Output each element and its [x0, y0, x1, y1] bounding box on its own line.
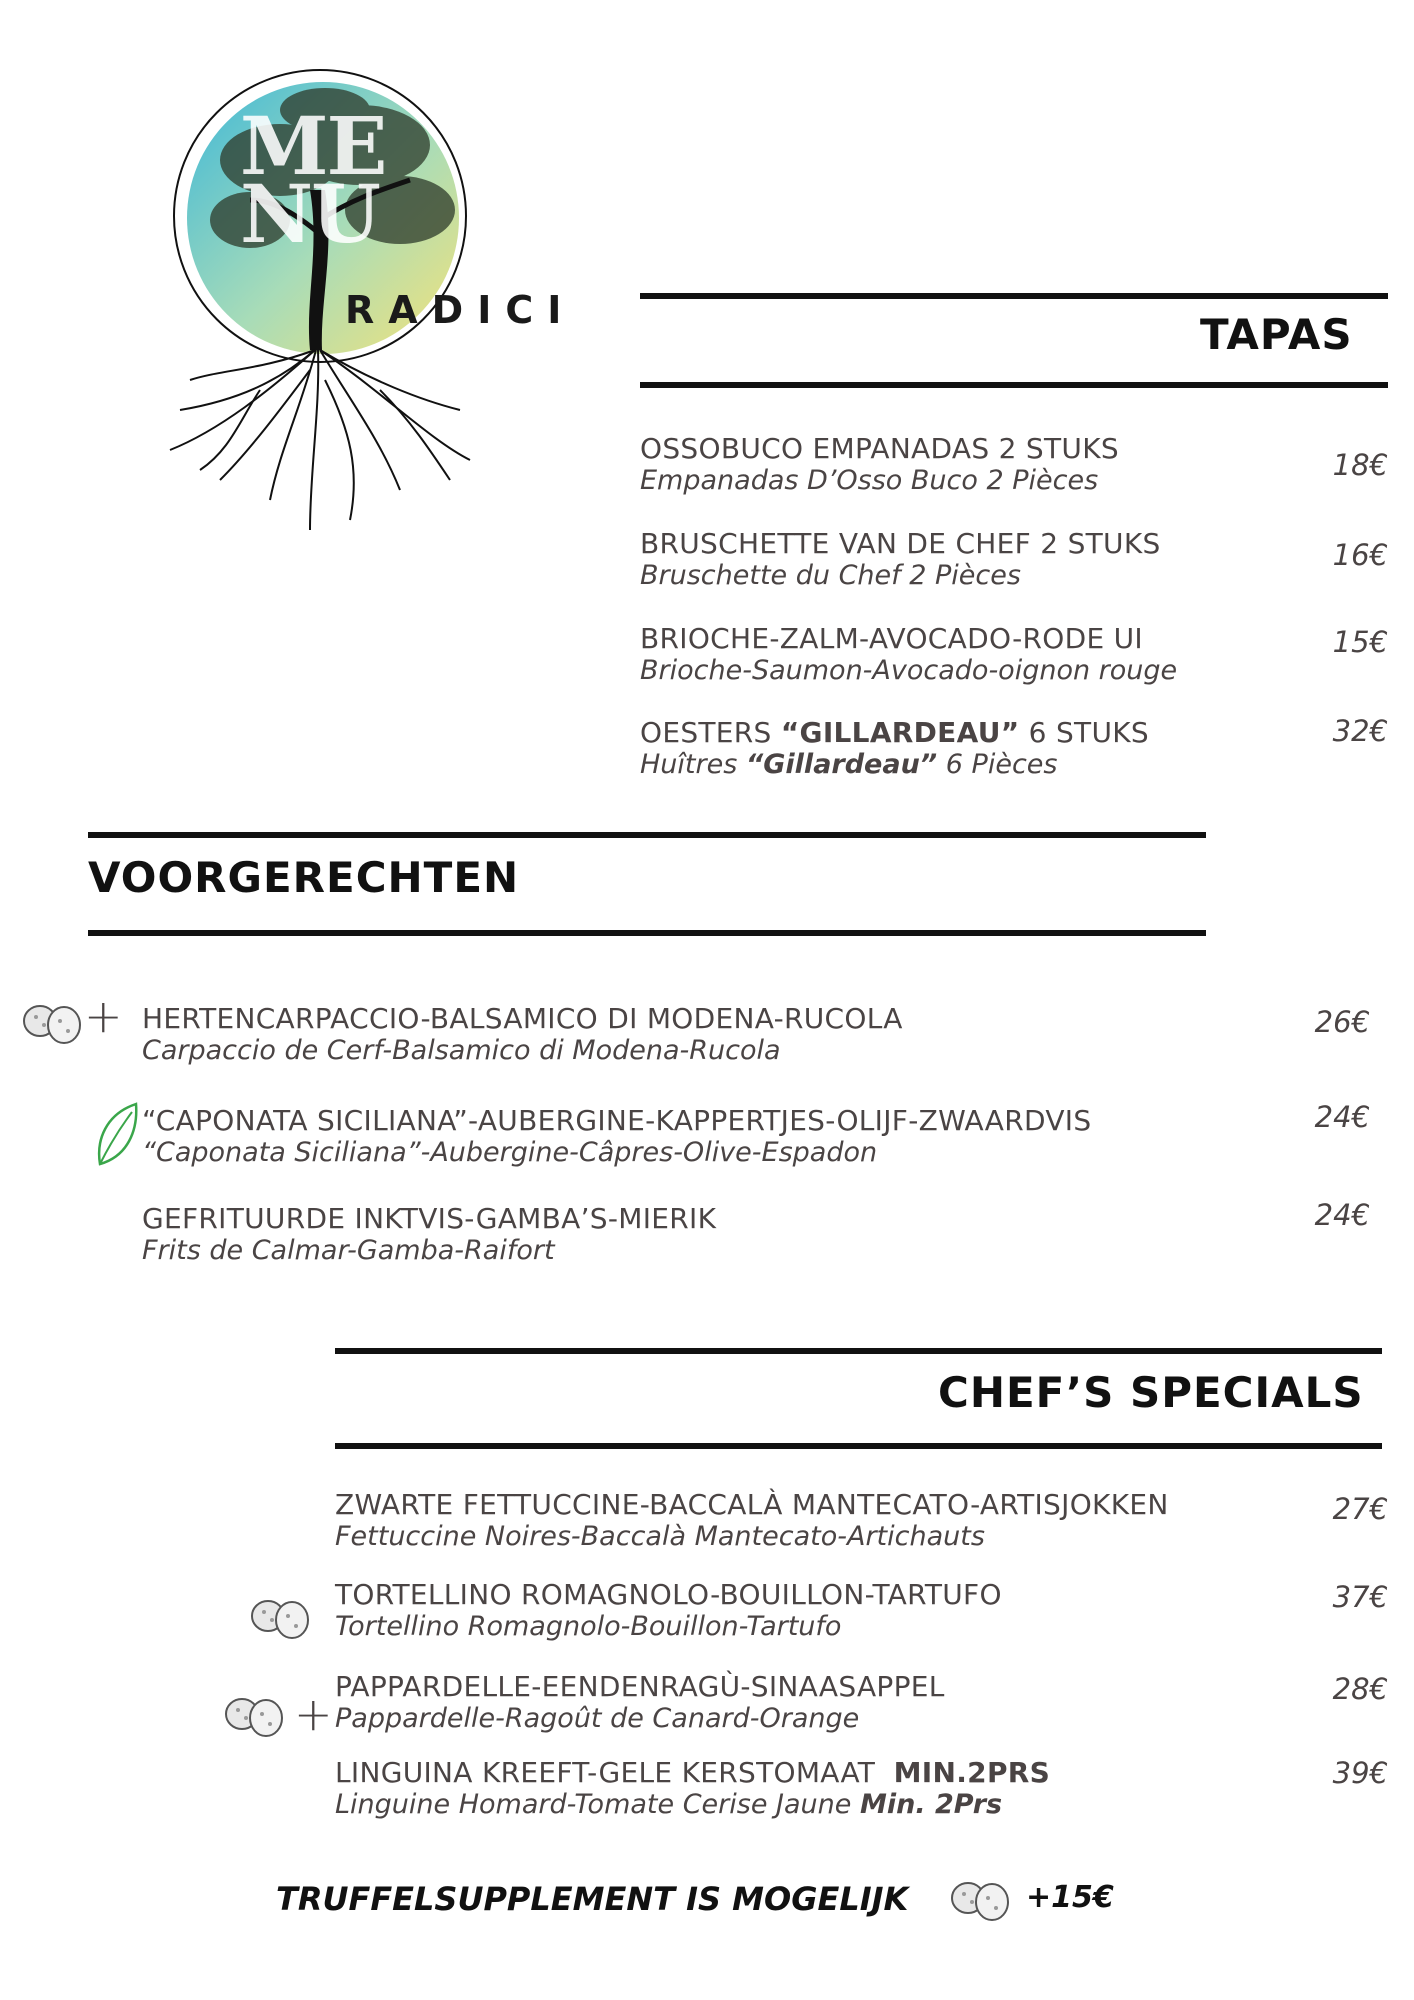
chefs-specials-item	[335, 1488, 1169, 1552]
leaf-icon	[92, 1100, 142, 1174]
item-price: 27€	[1332, 1492, 1388, 1526]
truffle-supplement-price: +15€	[1026, 1880, 1114, 1915]
plus-icon: +	[294, 1687, 333, 1741]
item-sub-post: 6 Pièces	[937, 749, 1058, 780]
item-price: 32€	[1332, 714, 1388, 748]
logo-menu-line1: ME	[240, 99, 386, 193]
truffle-icon	[948, 1872, 1014, 1932]
item-name-post: 6 STUKS	[1019, 716, 1149, 749]
tapas-rule-top	[640, 293, 1388, 299]
item-name: GEFRITUURDE INKTVIS-GAMBA’S-MIERIK	[142, 1202, 717, 1235]
truffle-icon	[248, 1590, 314, 1650]
item-price: 24€	[1314, 1100, 1370, 1134]
item-name-bold: MIN.2PRS	[893, 1756, 1051, 1789]
item-name: TORTELLINO ROMAGNOLO-BOUILLON-TARTUFO	[335, 1578, 1002, 1611]
chefs-specials-title: CHEF’S SPECIALS	[938, 1368, 1364, 1417]
item-subtitle: “Caponata Siciliana”-Aubergine-Câpres-Olive-Espadon	[142, 1137, 878, 1168]
item-subtitle: Brioche-Saumon-Avocado-oignon rouge	[640, 655, 1178, 686]
item-sub-bold: Min. 2Prs	[859, 1789, 1003, 1820]
tapas-item	[640, 527, 1161, 591]
truffle-icon	[222, 1688, 288, 1748]
truffle-icon	[20, 995, 86, 1055]
item-price: 24€	[1314, 1198, 1370, 1232]
chefs-specials-item	[335, 1578, 1002, 1642]
item-sub-bold: “Gillardeau”	[745, 749, 938, 780]
item-price: 16€	[1332, 538, 1388, 572]
tapas-rule-bottom	[640, 382, 1388, 388]
item-subtitle	[640, 749, 1149, 780]
tapas-item	[640, 432, 1119, 496]
voorgerechten-item	[142, 1002, 903, 1066]
item-sub-pre: Linguine Homard-Tomate Cerise Jaune	[335, 1789, 860, 1820]
item-subtitle: Tortellino Romagnolo-Bouillon-Tartufo	[335, 1611, 842, 1642]
item-price: 18€	[1332, 448, 1388, 482]
item-name: ZWARTE FETTUCCINE-BACCALÀ MANTECATO-ARTISJOKKEN	[335, 1488, 1169, 1521]
tapas-title: TAPAS	[1200, 310, 1353, 359]
item-price: 26€	[1314, 1005, 1370, 1039]
logo-brand: RADICI	[345, 288, 576, 332]
item-name-bold: “GILLARDEAU”	[780, 716, 1020, 749]
item-name: BRIOCHE-ZALM-AVOCADO-RODE UI	[640, 622, 1143, 655]
item-name: BRUSCHETTE VAN DE CHEF 2 STUKS	[640, 527, 1161, 560]
voorgerechten-rule-top	[88, 832, 1206, 838]
item-subtitle	[335, 1789, 1050, 1820]
item-subtitle: Bruschette du Chef 2 Pièces	[640, 560, 1021, 591]
chefs-specials-item	[335, 1670, 945, 1734]
item-price: 37€	[1332, 1580, 1388, 1614]
item-name: PAPPARDELLE-EENDENRAGÙ-SINAASAPPEL	[335, 1670, 945, 1703]
item-price: 39€	[1332, 1756, 1388, 1790]
chefs-specials-rule-top	[335, 1348, 1382, 1354]
voorgerechten-rule-bottom	[88, 930, 1206, 936]
voorgerechten-item	[142, 1104, 1091, 1168]
item-price: 28€	[1332, 1672, 1388, 1706]
chefs-specials-item	[335, 1756, 1050, 1820]
item-name	[640, 716, 1149, 749]
item-subtitle: Carpaccio de Cerf-Balsamico di Modena-Rucola	[142, 1035, 781, 1066]
item-subtitle: Empanadas D’Osso Buco 2 Pièces	[640, 465, 1099, 496]
voorgerechten-title: VOORGERECHTEN	[88, 853, 520, 902]
voorgerechten-item	[142, 1202, 716, 1266]
item-name-pre: LINGUINA KREEFT-GELE KERSTOMAAT	[335, 1756, 894, 1789]
tapas-item	[640, 716, 1149, 780]
item-subtitle: Frits de Calmar-Gamba-Raifort	[142, 1235, 555, 1266]
item-name: HERTENCARPACCIO-BALSAMICO DI MODENA-RUCOLA	[142, 1002, 903, 1035]
item-subtitle: Pappardelle-Ragoût de Canard-Orange	[335, 1703, 860, 1734]
item-name	[335, 1756, 1050, 1789]
item-name-pre: OESTERS	[640, 716, 781, 749]
logo-menu-line2: NU	[240, 167, 379, 261]
item-price: 15€	[1332, 625, 1388, 659]
truffle-supplement-text: TRUFFELSUPPLEMENT IS MOGELIJK	[276, 1880, 909, 1918]
plus-icon: +	[84, 989, 123, 1043]
item-subtitle: Fettuccine Noires-Baccalà Mantecato-Artichauts	[335, 1521, 985, 1552]
logo-menu-text	[240, 99, 386, 261]
item-name: “CAPONATA SICILIANA”-AUBERGINE-KAPPERTJES-OLIJF-ZWAARDVIS	[142, 1104, 1092, 1137]
tapas-item	[640, 622, 1177, 686]
item-name: OSSOBUCO EMPANADAS 2 STUKS	[640, 432, 1119, 465]
chefs-specials-rule-bottom	[335, 1443, 1382, 1449]
item-sub-pre: Huîtres	[640, 749, 746, 780]
